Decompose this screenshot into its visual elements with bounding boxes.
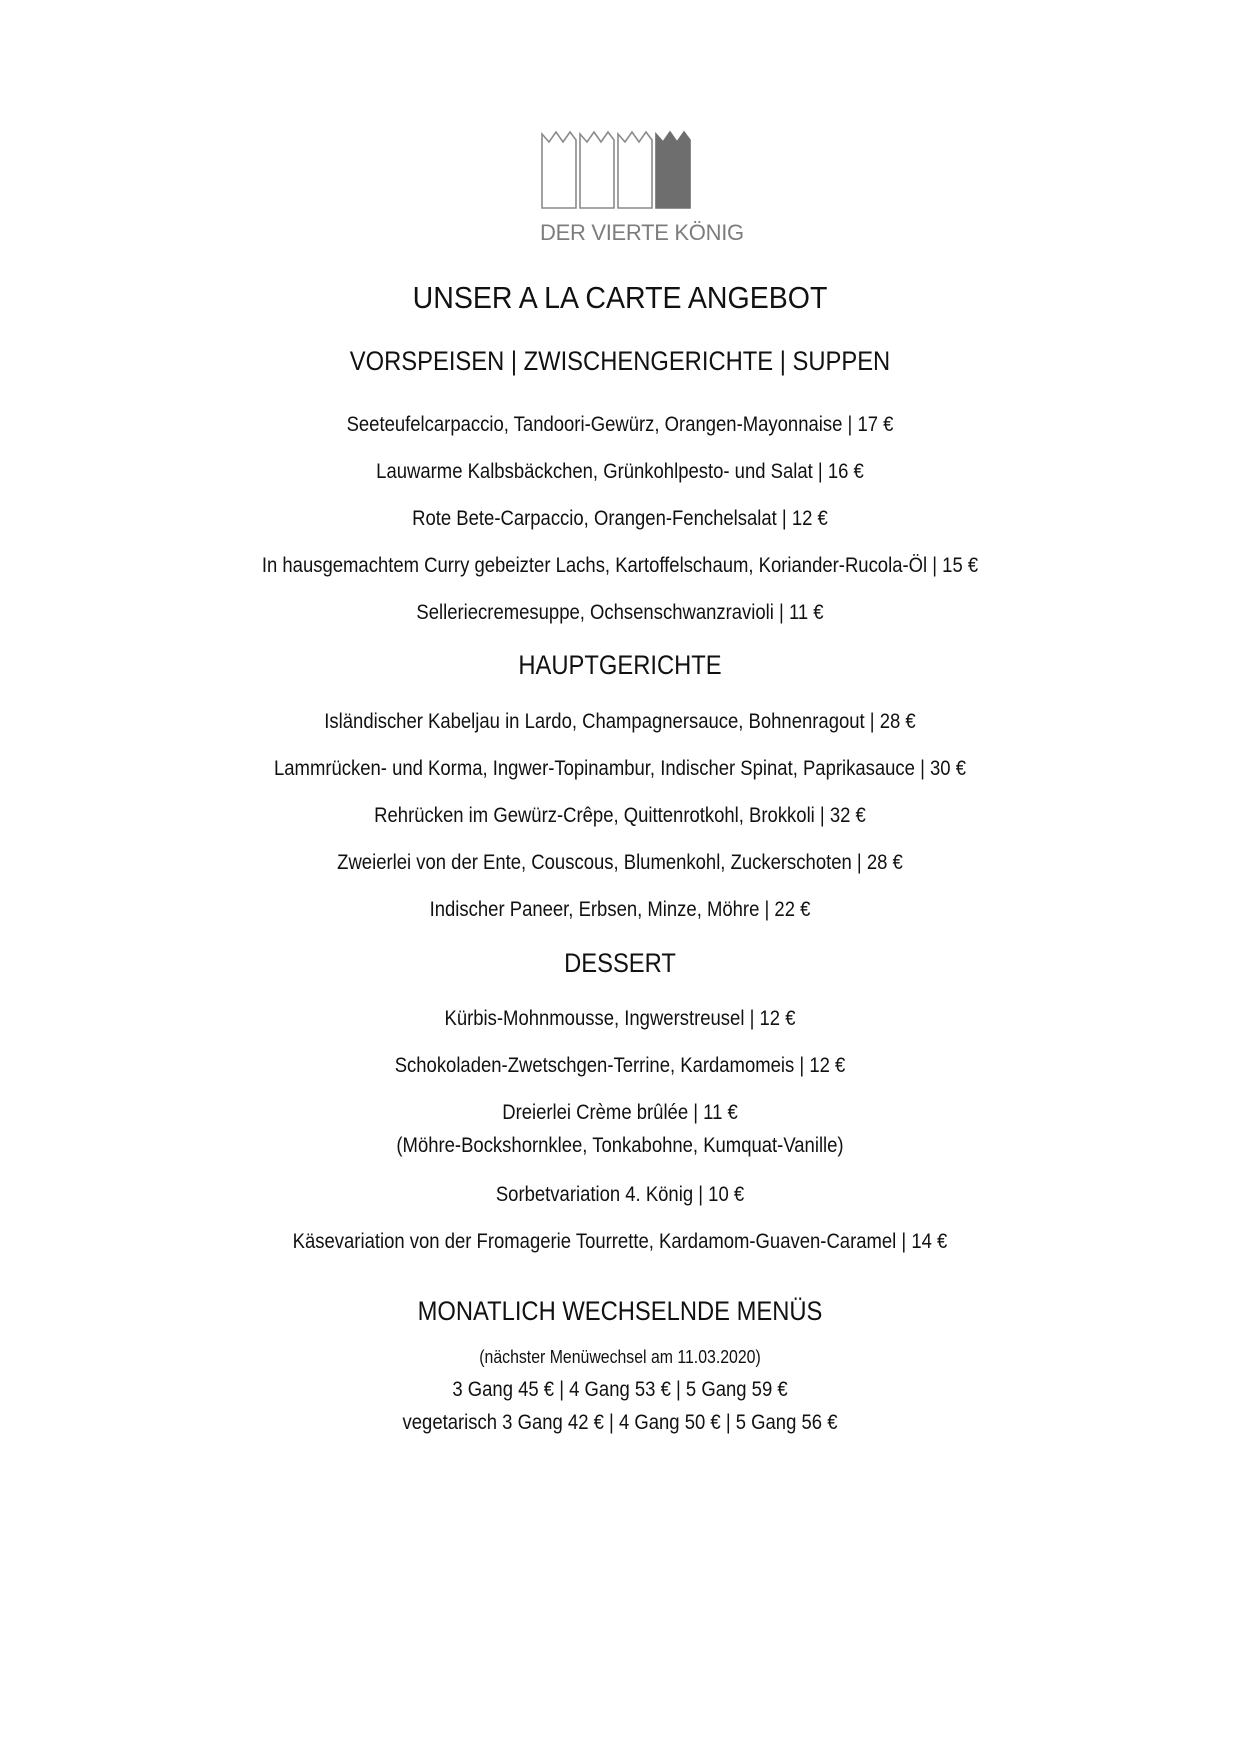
menu-item: Isländischer Kabeljau in Lardo, Champagnersauce, Bohnenragout | 28 € bbox=[324, 710, 916, 733]
menu-item: Selleriecremesuppe, Ochsenschwanzravioli | 11 € bbox=[416, 601, 824, 624]
menu-price-line: 3 Gang 45 € | 4 Gang 53 € | 5 Gang 59 € bbox=[452, 1378, 788, 1401]
menu-item: Käsevariation von der Fromagerie Tourrette, Kardamom-Guaven-Caramel | 14 € bbox=[292, 1230, 948, 1253]
menu-item: Dreierlei Crème brûlée | 11 € bbox=[502, 1101, 738, 1124]
four-crowns-logo-icon bbox=[540, 128, 700, 220]
menu-item: Lauwarme Kalbsbäckchen, Grünkohlpesto- und Salat | 16 € bbox=[376, 460, 864, 483]
menu-item: Seeteufelcarpaccio, Tandoori-Gewürz, Orangen-Mayonnaise | 17 € bbox=[346, 413, 894, 436]
menu-item-detail: (Möhre-Bockshornklee, Tonkabohne, Kumquat-Vanille) bbox=[396, 1134, 844, 1157]
menu-item: Schokoladen-Zwetschgen-Terrine, Kardamomeis | 12 € bbox=[394, 1054, 846, 1077]
menu-change-note: (nächster Menüwechsel am 11.03.2020) bbox=[479, 1347, 761, 1367]
menu-item: Lammrücken- und Korma, Ingwer-Topinambur, Indischer Spinat, Paprikasauce | 30 € bbox=[273, 757, 966, 780]
menu-item: Kürbis-Mohnmousse, Ingwerstreusel | 12 € bbox=[444, 1007, 796, 1030]
restaurant-logo bbox=[540, 128, 744, 250]
section-heading-dessert: DESSERT bbox=[564, 948, 676, 978]
menu-item: Sorbetvariation 4. König | 10 € bbox=[495, 1183, 745, 1206]
logo-text: DER VIERTE KÖNIG bbox=[540, 220, 744, 245]
menu-item: In hausgemachtem Curry gebeizter Lachs, Kartoffelschaum, Koriander-Rucola-Öl | 15 € bbox=[261, 554, 979, 577]
menu-item: Zweierlei von der Ente, Couscous, Blumenkohl, Zuckerschoten | 28 € bbox=[337, 851, 903, 874]
menu-item: Rehrücken im Gewürz-Crêpe, Quittenrotkohl, Brokkoli | 32 € bbox=[374, 804, 866, 827]
section-heading-mains: HAUPTGERICHTE bbox=[518, 650, 722, 680]
section-heading-starters: VORSPEISEN | ZWISCHENGERICHTE | SUPPEN bbox=[349, 346, 891, 376]
menu-item: Indischer Paneer, Erbsen, Minze, Möhre | 22 € bbox=[429, 898, 811, 921]
menu-price-line-vegetarian: vegetarisch 3 Gang 42 € | 4 Gang 50 € | 5 Gang 56 € bbox=[402, 1411, 838, 1434]
section-heading-menus: MONATLICH WECHSELNDE MENÜS bbox=[417, 1296, 823, 1326]
page-title: UNSER A LA CARTE ANGEBOT bbox=[412, 280, 828, 315]
menu-item: Rote Bete-Carpaccio, Orangen-Fenchelsalat | 12 € bbox=[412, 507, 828, 530]
